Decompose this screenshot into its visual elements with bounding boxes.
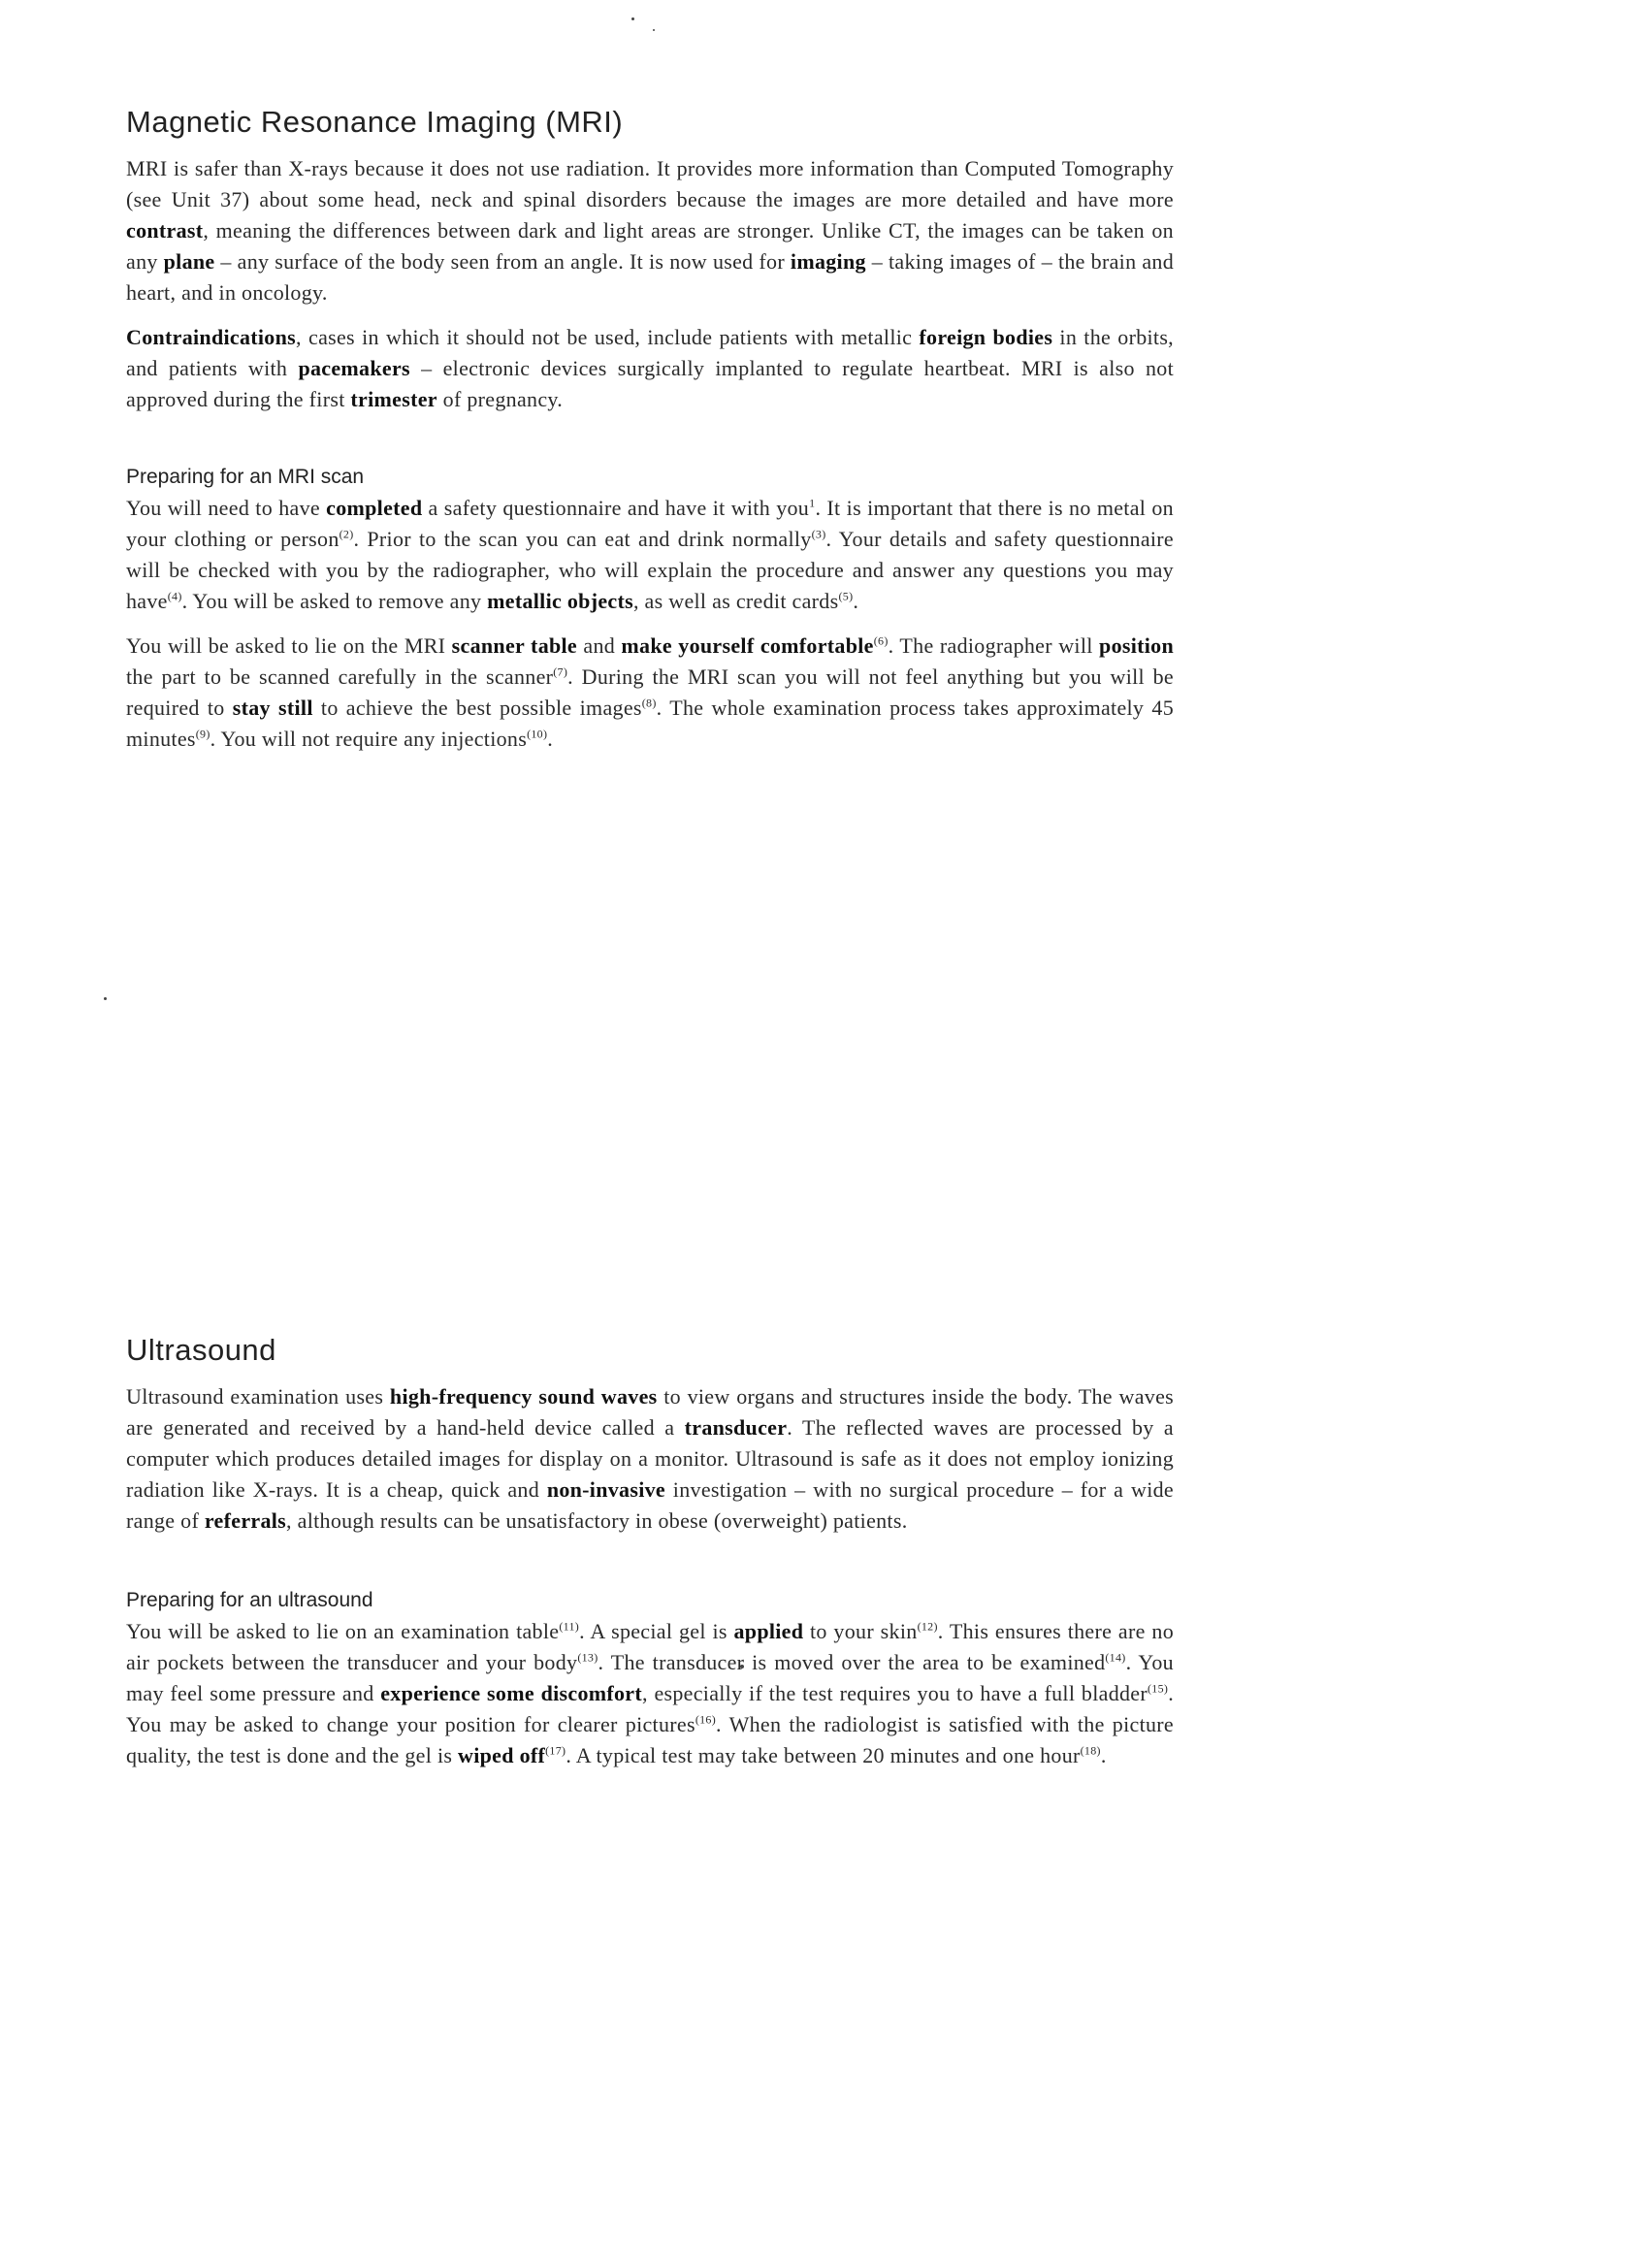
scan-speck [653, 29, 655, 31]
text-run: . The transducer is moved over the area to be examined [598, 1650, 1106, 1674]
text-run: . The whole examination process takes approximately 45 minutes [126, 696, 1174, 751]
text-run: the part to be scanned carefully in the scanner [126, 664, 554, 689]
bold-term: scanner table [451, 633, 578, 658]
text-run: to achieve the best possible images [312, 696, 642, 720]
footnote-marker: (10) [527, 727, 548, 741]
text-run: . [1100, 1743, 1107, 1767]
footnote-marker: (14) [1105, 1650, 1126, 1665]
bold-term: plane [163, 249, 215, 274]
bold-term: position [1099, 633, 1175, 658]
bold-term: pacemakers [298, 356, 410, 380]
footnote-marker: (16) [695, 1712, 717, 1727]
text-run: . [853, 589, 859, 613]
footnote-marker: (18) [1080, 1743, 1101, 1758]
bold-term: high-frequency sound waves [389, 1384, 658, 1409]
text-run: in the orbits, and patients with [126, 325, 1174, 380]
text-run: . The reflected waves are processed by a computer which produces detailed images for display on a monitor. Ultrasound is safe as it does not employ ionizing radiation like X-rays. It is a cheap, quick and [126, 1415, 1174, 1502]
text-run: , as well as credit cards [632, 589, 839, 613]
bold-term: Contraindications [126, 325, 297, 349]
text-run: , cases in which it should not be used, include patients with metallic [296, 325, 920, 349]
scan-speck [631, 17, 634, 20]
footnote-marker: (7) [553, 664, 568, 679]
footnote-marker: (2) [339, 527, 354, 541]
footnote-marker: (5) [838, 589, 854, 603]
ultrasound-prep-heading: Preparing for an ultrasound [126, 1589, 373, 1611]
text-run: , although results can be unsatisfactory in obese (overweight) patients. [286, 1508, 908, 1533]
text-run: to view organs and structures inside the body. The waves are generated and received by a hand-held device called a [126, 1384, 1175, 1440]
text-run: . You will not require any injections [210, 727, 528, 751]
footnote-marker: 1 [809, 496, 816, 510]
text-run: , meaning the differences between dark and light areas are stronger. Unlike CT, the images can be taken on any [126, 218, 1174, 274]
text-run: Ultrasound examination uses [126, 1384, 390, 1409]
bold-term: transducer [684, 1415, 788, 1440]
bold-term: wiped off [458, 1743, 546, 1767]
bold-term: foreign bodies [919, 325, 1053, 349]
text-run: . A special gel is [579, 1619, 734, 1643]
text-run: to your skin [803, 1619, 918, 1643]
mri-prep-paragraph-2 [126, 631, 1174, 755]
bold-term: metallic objects [487, 589, 633, 613]
footnote-marker: (17) [545, 1743, 566, 1758]
text-run: . [547, 727, 554, 751]
footnote-marker: (6) [873, 633, 889, 648]
bold-term: experience some discomfort [380, 1681, 642, 1705]
mri-paragraph-1 [126, 153, 1174, 308]
text-run: investigation – with no surgical procedure – for a wide range of [126, 1477, 1174, 1533]
text-run: , especially if the test requires you to have a full bladder [641, 1681, 1148, 1705]
text-run: . A typical test may take between 20 minutes and one hour [566, 1743, 1081, 1767]
mri-title: Magnetic Resonance Imaging (MRI) [126, 105, 624, 139]
bold-term: referrals [204, 1508, 287, 1533]
text-run: . During the MRI scan you will not feel anything but you will be required to [126, 664, 1174, 720]
footnote-marker: (15) [1147, 1681, 1169, 1696]
text-run: and [577, 633, 622, 658]
footnote-marker: (8) [641, 696, 657, 710]
bold-term: completed [326, 496, 423, 520]
text-run: . When the radiologist is satisfied with the picture quality, the test is done and the gel is [126, 1712, 1174, 1767]
footnote-marker: (11) [559, 1619, 580, 1634]
scan-speck [104, 997, 107, 1000]
ultrasound-paragraph-1 [126, 1381, 1174, 1537]
text-run: a safety questionnaire and have it with you [422, 496, 810, 520]
mri-prep-heading: Preparing for an MRI scan [126, 466, 365, 488]
text-run: . It is important that there is no metal on your clothing or person [126, 496, 1174, 551]
text-run: . You may feel some pressure and [126, 1650, 1174, 1705]
text-run: You will be asked to lie on an examination table [126, 1619, 560, 1643]
bold-term: trimester [350, 387, 437, 411]
text-run: . This ensures there are no air pockets between the transducer and your body [126, 1619, 1174, 1674]
text-run: You will need to have [126, 496, 327, 520]
text-run: . The radiographer will [888, 633, 1100, 658]
text-run: MRI is safer than X-rays because it does not use radiation. It provides more information than Computed Tomography (see Unit 37) about some head, neck and spinal disorders because the images are more detailed and have more [126, 156, 1174, 211]
text-run: – electronic devices surgically implanted to regulate heartbeat. MRI is also not approved during the first [126, 356, 1174, 411]
ultrasound-title: Ultrasound [126, 1333, 276, 1367]
text-run: . You will be asked to remove any [181, 589, 488, 613]
text-run: . Prior to the scan you can eat and drink normally [353, 527, 812, 551]
bold-term: contrast [126, 218, 204, 243]
bold-term: applied [733, 1619, 804, 1643]
bold-term: stay still [232, 696, 313, 720]
footnote-marker: (9) [195, 727, 210, 741]
text-run: . You may be asked to change your position for clearer pictures [126, 1681, 1174, 1736]
footnote-marker: (12) [917, 1619, 938, 1634]
footnote-marker: (3) [811, 527, 826, 541]
bold-term: imaging [790, 249, 866, 274]
text-run: You will be asked to lie on the MRI [126, 633, 452, 658]
bold-term: non-invasive [546, 1477, 665, 1502]
ultrasound-prep-paragraph-1 [126, 1616, 1174, 1771]
footnote-marker: (4) [167, 589, 182, 603]
text-run: . Your details and safety questionnaire will be checked with you by the radiographer, who will explain the procedure and answer any questions you may have [126, 527, 1174, 613]
bold-term: make yourself comfortable [621, 633, 874, 658]
mri-prep-paragraph-1 [126, 493, 1174, 617]
mri-section [126, 105, 1174, 768]
text-run: of pregnancy. [436, 387, 564, 411]
ultrasound-section [126, 1333, 1174, 1785]
footnote-marker: (13) [577, 1650, 598, 1665]
text-run: – any surface of the body seen from an angle. It is now used for [214, 249, 791, 274]
mri-paragraph-2 [126, 322, 1174, 415]
text-run: – taking images of – the brain and heart, and in oncology. [126, 249, 1174, 305]
